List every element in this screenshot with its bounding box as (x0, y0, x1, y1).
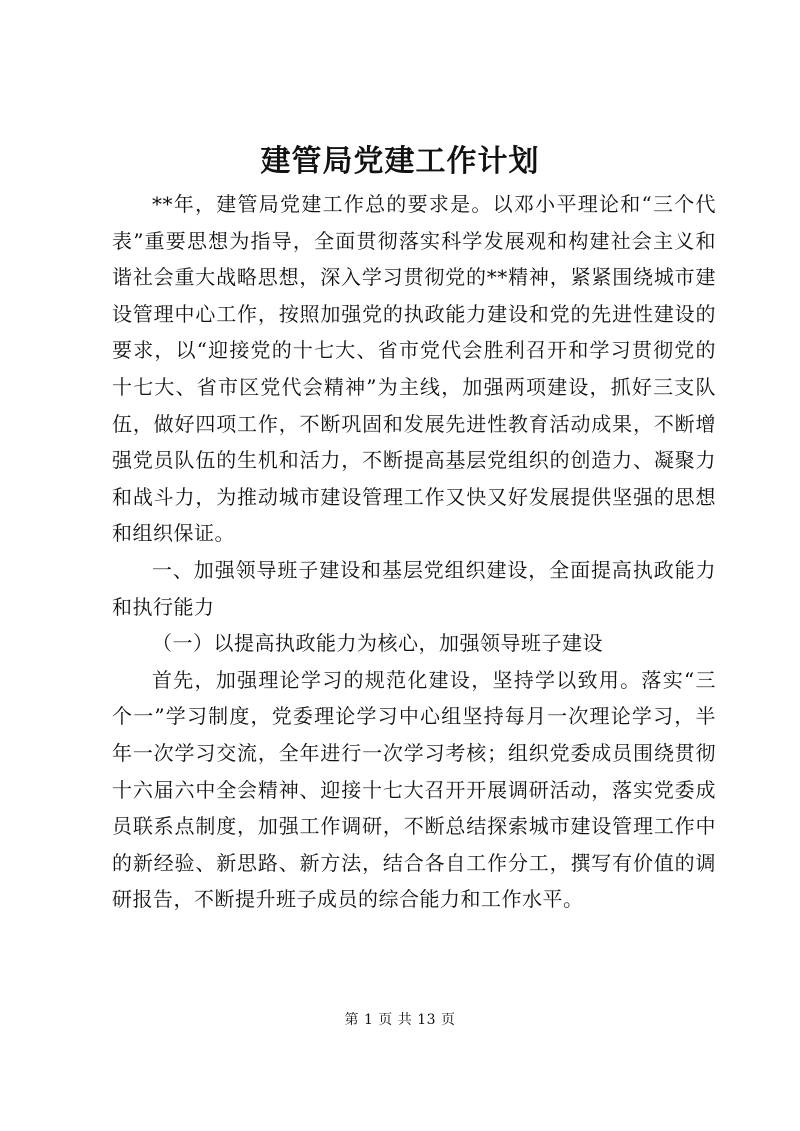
document-body (112, 186, 716, 918)
subsection-heading-1: （一）以提高执政能力为核心，加强领导班子建设 (152, 631, 603, 656)
body-paragraph: 首先，加强理论学习的规范化建设，坚持学以致用。落实“三个一”学习制度，党委理论学习中心组坚持每月一次理论学习，半年一次学习交流，全年进行一次学习考核；组织党委成员围绕贯彻十六届六中全会精神、迎接十七大召开开展调研活动，落实党委成员联系点制度，加强工作调研，不断总结探索城市建设管理工作中的新经验、新思路、新方法，结合各自工作分工，撰写有价值的调研报告，不断提升班子成员的综合能力和工作水平。 (112, 667, 716, 912)
page-number-text: 第 1 页 共 13 页 (344, 1012, 456, 1028)
intro-paragraph: **年，建管局党建工作总的要求是。以邓小平理论和“三个代表”重要思想为指导，全面贯彻落实科学发展观和构建社会主义和谐社会重大战略思想，深入学习贯彻党的**精神，紧紧围绕城市建设管理中心工作，按照加强党的执政能力建设和党的先进性建设的要求，以“迎接党的十七大、省市党代会胜利召开和学习贯彻党的十七大、省市区党代会精神”为主线，加强两项建设，抓好三支队伍，做好四项工作，不断巩固和发展先进性教育活动成果，不断增强党员队伍的生机和活力，不断提高基层党组织的创造力、凝聚力和战斗力，为推动城市建设管理工作又快又好发展提供坚强的思想和组织保证。 (112, 192, 716, 546)
page-footer (0, 1010, 800, 1030)
section-heading-1: 一、加强领导班子建设和基层党组织建设，全面提高执政能力和执行能力 (112, 557, 716, 619)
page-title: 建管局党建工作计划 (260, 144, 540, 179)
